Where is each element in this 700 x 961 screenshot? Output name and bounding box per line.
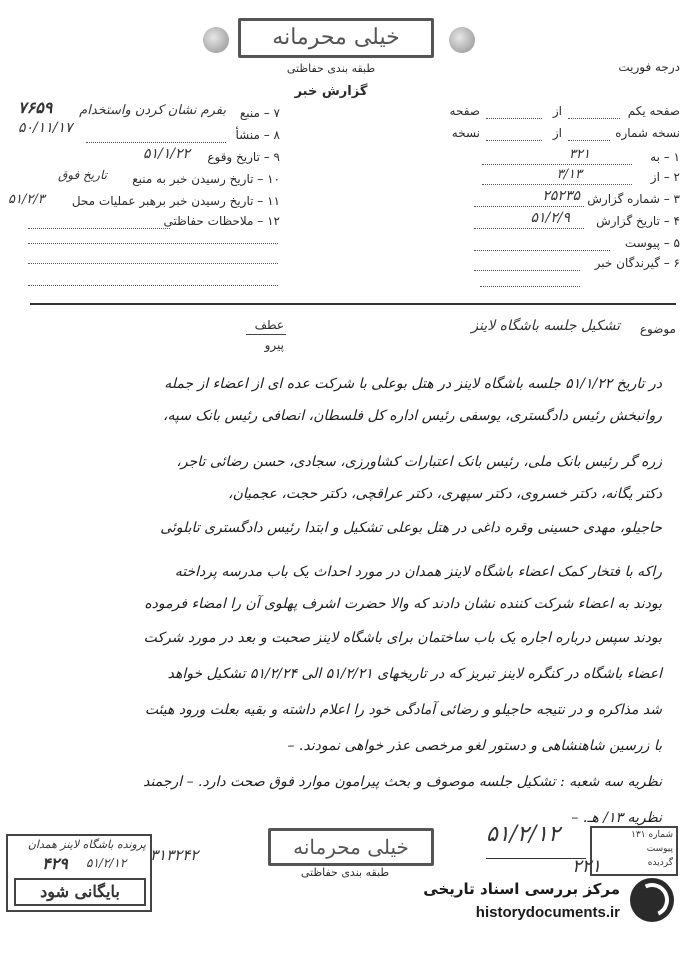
recipients-line [474,270,580,271]
body-line-13: نظریه ۱۳/ هـ. – [571,810,662,826]
security-notes-line [28,228,170,229]
body-line-8: بودند سپس درباره اجاره یک باب ساختمان برای باشگاه لاینز صحبت و بعد در مورد شرکت [143,630,662,646]
registry-number: ۲۲۱ [572,856,602,877]
filing-stamp-date: ۵۱/۲/۱۲ [86,856,127,870]
urgency-label: درجه فوریت [618,60,680,74]
atf-label: عطف [254,318,284,332]
report-number-field [440,188,680,210]
report-number-label: ۳ – شماره گزارش [587,192,680,206]
from-field [440,167,680,188]
report-number-line [474,206,584,207]
filing-stamp-number: ۴۲۹ [42,854,68,873]
page-line-1 [568,118,620,119]
recipients-field [440,256,680,274]
page-label: صفحه یکم [627,104,680,118]
received-op-label: ۱۱ – تاریخ رسیدن خبر برهبر عملیات محل [71,194,280,208]
watermark-site-url: historydocuments.ir [475,904,620,921]
footer-underline [486,858,586,859]
page-field [440,104,680,122]
attachment-label: ۵ – پیوست [624,236,680,250]
file-number: ۳۱۳۲۴۲ [150,846,199,864]
report-date-field [440,210,680,232]
to-line [482,164,632,165]
body-line-7: بودند به اعضاء شرکت کننده نشان دادند که والا حضرت اشرف پهلوی آن را امضاء فرموده [144,596,662,612]
subject-value: تشکیل جلسه باشگاه لاینز [471,318,620,334]
to-field [440,147,680,168]
report-title: گزارش خبر [294,84,368,99]
to-label: ۱ – به [650,150,680,164]
page-unit: صفحه [449,104,480,118]
notes-line-2 [28,263,278,264]
received-source-value: تاریخ فوق [58,168,107,182]
classification-stamp-bottom: خیلی محرمانه [268,828,434,866]
received-source-label: ۱۰ – تاریخ رسیدن خبر به منبع [132,172,280,186]
header-separator [30,303,676,305]
body-line-5: حاجیلو، مهدی حسینی وقره داغی در هتل بوعلی تشکیل و ابتدا رئیس دادگستری تابلوئی [160,520,662,536]
body-line-4: دکتر یگانه، دکتر خسروی، دکتر سپهری، دکتر عراقچی، دکتر حجت، عجمیان، [228,486,662,502]
watermark-logo-icon [630,878,674,922]
body-line-6: راکه با فتخار کمک اعضاء باشگاه لاینز همدان در مورد احداث یک باب مدرسه پرداخته [174,564,662,580]
received-op-value: ۵۱/۲/۳ [8,192,45,207]
copy-of: از [552,126,562,140]
report-date-label: ۴ – تاریخ گزارش [596,214,680,228]
origin-label: ۸ – منشأ [235,128,280,142]
report-date-line [474,228,584,229]
security-notes-label: ۱۲ – ملاحظات حفاظتی [163,214,280,228]
event-date-field [28,146,280,168]
to-value: ۳۲۱ [569,147,590,162]
from-line [482,184,632,185]
received-op-field [8,194,280,212]
footer-handwritten-date: ۵۱/۲/۱۲ [486,822,560,847]
corner-number: ۷۶۵۹ [18,98,53,117]
page-line-2 [486,118,542,119]
punch-hole-left [203,27,229,53]
copy-line-1 [568,140,610,141]
registry-box-line1: شماره ۱۳۱ [631,830,673,840]
copy-field [440,126,680,144]
from-label: ۲ – از [650,170,680,184]
body-line-2: روانبخش رئیس دادگستری، یوسفی رئیس اداره کل فلسطان، انصافی رئیس بانک سپه، [163,408,662,424]
attachment-line [474,250,610,251]
peyro-label: پیرو [264,338,284,352]
notes-line-1 [28,243,278,244]
report-date-value: ۵۱/۲/۹ [530,210,570,226]
subject-label: موضوع [639,322,676,336]
filing-stamp-archive: بایگانی شود [14,878,146,906]
notes-line-3 [28,285,278,286]
copy-line-2 [486,140,542,141]
page-of: از [552,104,562,118]
filing-stamp [6,834,152,912]
registry-box-line3: گردیده [647,858,673,868]
registry-box-line2: پیوست [646,844,673,854]
from-value: ۳/۱۳ [556,167,582,182]
classification-caption-top: طبقه بندی حفاظتی [286,62,376,75]
body-line-9: اعضاء باشگاه در کنگره لاینز تبریز که در تاریخهای ۵۱/۲/۲۱ الی ۵۱/۲/۲۴ تشکیل خواهد [167,666,662,682]
origin-line [86,142,226,143]
report-number-value: ۲۵۲۳۵ [542,188,580,204]
classification-stamp-top: خیلی محرمانه [238,18,434,58]
body-line-1: در تاریخ ۵۱/۱/۲۲ جلسه باشگاه لاینز در هتل بوعلی با شرکت عده ای از اعضاء از جمله [164,376,662,392]
event-date-value: ۵۱/۱/۲۲ [142,146,190,162]
filing-stamp-title: پرونده باشگاه لاینز همدان [27,838,146,851]
body-line-11: با زرسین شاهنشاهی و دستور لغو مرخصی عذر خواهی نمودند. – [287,738,662,754]
body-line-10: شد مذاکره و در نتیجه حاجیلو و رضائی آمادگی خود را اعلام داشته و بقیه بعلت ورود هیئت [144,702,662,718]
punch-hole-right [449,27,475,53]
recipients-label: ۶ – گیرندگان خبر [594,256,680,270]
atf-divider [246,334,286,335]
source-label: ۷ – منبع [239,106,280,120]
classification-caption-bottom: طبقه بندی حفاظتی [300,866,390,879]
watermark-site-name: مرکز بررسی اسناد تاریخی [423,880,620,898]
registry-box [590,826,678,876]
origin-field [28,128,280,146]
copy-label: نسخه شماره [615,126,680,140]
body-line-12: نظریه سه شعبه : تشکیل جلسه موصوف و بحث پیرامون موارد فوق صحت دارد. – ارجمند [143,774,662,790]
body-line-3: زره گر رئیس بانک ملی، رئیس بانک اعتبارات کشاورزی، سجادی، حسن رضائی تاجر، [176,454,662,470]
corner-date: ۵۰/۱۱/۱۷ [18,120,73,136]
recipients-extra-line [480,286,580,287]
attachment-field [440,236,680,254]
copy-unit: نسخه [451,126,480,140]
received-source-field [28,168,280,190]
event-date-label: ۹ – تاریخ وقوع [207,150,280,164]
security-notes-field [28,214,280,232]
source-value: بفرم نشان کردن واستخدام [79,103,226,118]
